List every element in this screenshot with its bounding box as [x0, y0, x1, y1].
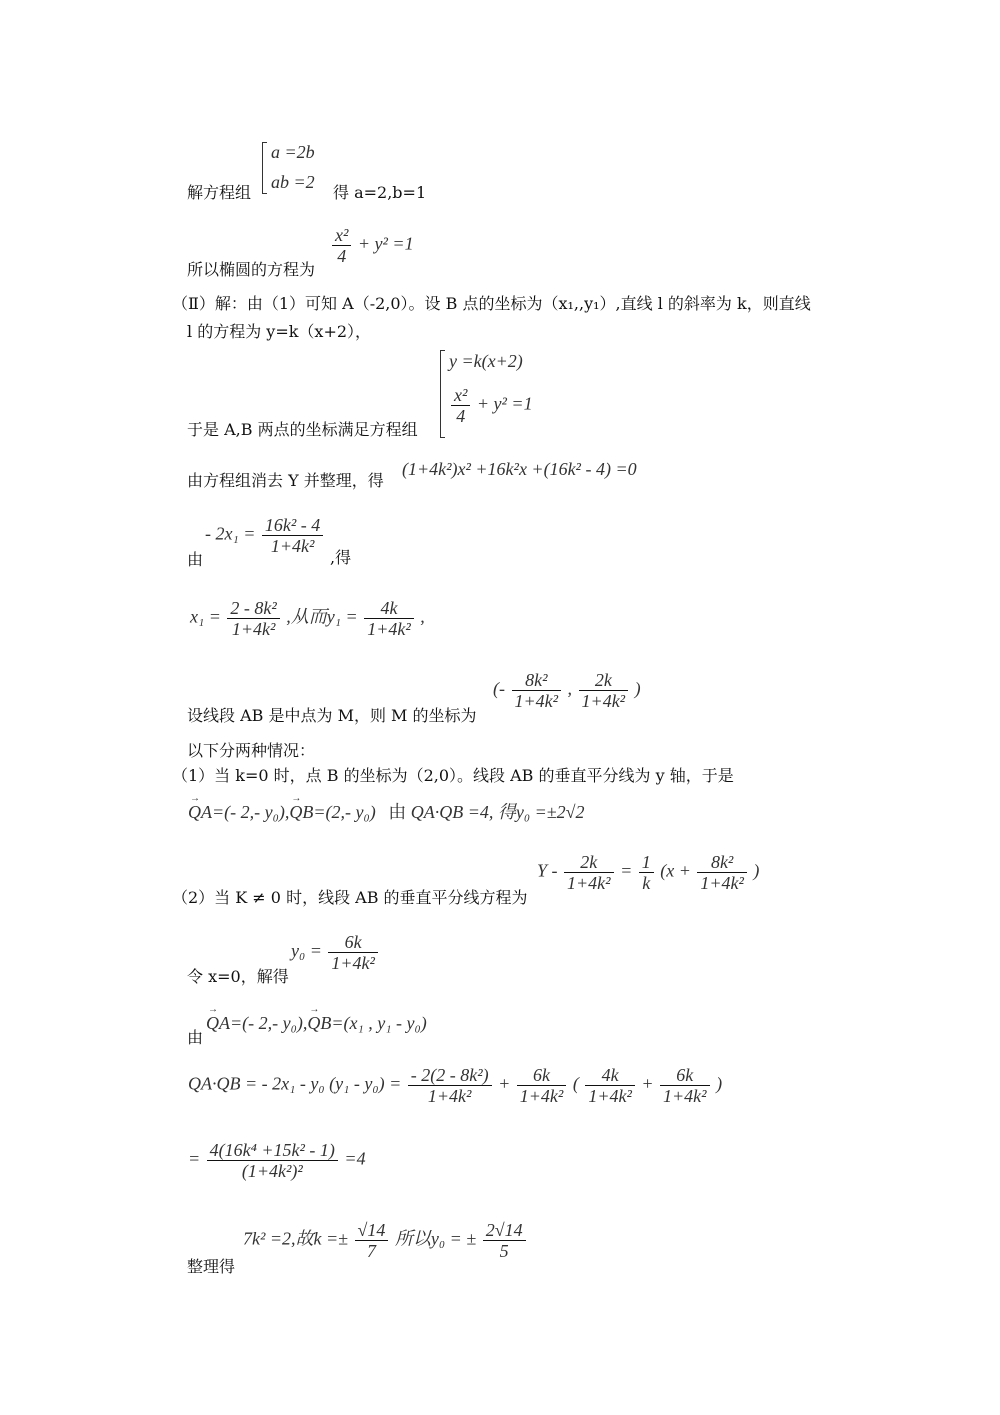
paren-open: ( [572, 1073, 579, 1094]
fraction-denominator: 4 [456, 406, 466, 426]
fraction-numerator: 1 [639, 852, 654, 873]
equation-lhs: QA·QB = - 2x₁ - y₀ (y₁ - y₀) [188, 1073, 385, 1094]
text-suffix: ,得 [330, 548, 352, 567]
midpoint-coordinate [493, 670, 641, 711]
vector-value: =(- 2,- y₀), [212, 802, 290, 822]
equation [449, 385, 533, 426]
fraction-numerator: 6k [517, 1065, 567, 1086]
fraction-denominator: 1+4k² [331, 953, 375, 973]
paragraph-line: （Ⅱ）解：由（1）可知 A（-2,0）。设 B 点的坐标为（x₁,,y₁）,直线 l 的斜率为 k，则直线 [172, 294, 811, 313]
equation-lhs: Y - [537, 860, 558, 881]
text-prefix: 解方程组 [187, 183, 252, 202]
equation-part: 7k² =2,故k =± [243, 1228, 349, 1249]
equation [205, 515, 325, 556]
fraction-numerator: 2k [564, 852, 614, 873]
fraction-numerator: 4k [585, 1065, 635, 1086]
equation-rest: + y² =1 [476, 393, 533, 414]
plus: + [641, 1073, 654, 1094]
vector-qa: → QA [188, 802, 212, 822]
text-by: 由 [388, 802, 407, 822]
fraction-numerator: √14 [355, 1220, 389, 1241]
fraction-denominator: 1+4k² [514, 691, 559, 711]
fraction-denominator: 7 [366, 1241, 376, 1261]
paren-close: ) [753, 860, 760, 881]
fraction-numerator: 4k [364, 598, 414, 619]
equation-lhs: - 2x₁ = [205, 523, 256, 544]
fraction-numerator: 8k² [697, 852, 747, 873]
text-prefix: 所以椭圆的方程为 [187, 260, 316, 279]
equation [291, 932, 380, 973]
paren-open: (- [493, 678, 505, 699]
fraction-numerator: 2k [579, 670, 629, 691]
fraction-denominator: 1+4k² [231, 619, 276, 639]
ellipse-equation [330, 225, 414, 266]
comma: , [567, 678, 573, 699]
fraction-denominator: 1+4k² [567, 873, 611, 893]
fraction-denominator: 1+4k² [270, 536, 315, 556]
equation [537, 852, 759, 893]
fraction-numerator: x² [332, 225, 351, 246]
text-result: 得 a=2,b=1 [333, 183, 427, 202]
equation-lhs: x₁ = [190, 606, 221, 627]
vector-qb: → QB [307, 1013, 331, 1033]
fraction-denominator: 1+4k² [367, 619, 411, 639]
vector-qb: → QB [289, 802, 313, 822]
equation-lhs: y₀ = [291, 940, 322, 961]
vector-value: =(- 2,- y₀), [230, 1013, 308, 1033]
text-prefix: 由 [187, 550, 204, 569]
text-prefix: （2）当 K ≠ 0 时，线段 AB 的垂直平分线方程为 [172, 888, 528, 907]
paragraph-line: 以下分两种情况： [187, 741, 316, 760]
fraction-denominator: (1+4k²)² [241, 1161, 303, 1181]
paren-close: ) [716, 1073, 723, 1094]
fraction-denominator: 1+4k² [519, 1086, 564, 1106]
fraction-numerator: 16k² - 4 [262, 515, 323, 536]
fraction-numerator: 6k [660, 1065, 710, 1086]
fraction-numerator: 2√14 [483, 1220, 526, 1241]
system-brace [262, 142, 267, 194]
equation-mid: ,从而y₁ = [286, 606, 358, 627]
vector-value: =(2,- y₀) [313, 802, 376, 822]
equation [188, 1065, 722, 1106]
text-prefix: 于是 A,B 两点的坐标满足方程组 [187, 420, 418, 439]
fraction-numerator: 4(16k⁴ +15k² - 1) [207, 1140, 338, 1161]
dot-product: QA·QB =4, [410, 802, 494, 822]
text-prefix: 整理得 [187, 1257, 236, 1276]
fraction-denominator: 1+4k² [700, 873, 744, 893]
fraction-numerator: 8k² [512, 670, 562, 691]
fraction-numerator: 6k [328, 932, 378, 953]
equation: (1+4k²)x² +16k²x +(16k² - 4) =0 [402, 459, 637, 479]
equation [188, 1140, 366, 1181]
equation: ab =2 [271, 172, 315, 192]
system-brace [440, 350, 445, 438]
equation-suffix: , [420, 606, 425, 627]
paragraph-line: （1）当 k=0 时，点 B 的坐标为（2,0）。线段 AB 的垂直平分线为 y 轴，于是 [172, 766, 734, 785]
fraction-denominator: 1+4k² [581, 691, 626, 711]
equals: = [389, 1073, 402, 1094]
fraction-numerator: x² [451, 385, 470, 406]
equation [188, 802, 585, 822]
vector-qa: → QA [206, 1013, 230, 1033]
text-prefix: 设线段 AB 是中点为 M，则 M 的坐标为 [187, 706, 477, 725]
equation: y =k(x+2) [449, 351, 523, 371]
vector-value: =(x₁ , y₁ - y₀) [331, 1013, 427, 1033]
fraction-denominator: 1+4k² [663, 1086, 707, 1106]
equals: = [188, 1148, 201, 1169]
equals: = [620, 860, 633, 881]
paren-close: ) [634, 678, 641, 699]
fraction-denominator: 1+4k² [588, 1086, 632, 1106]
paren-open: (x + [660, 860, 691, 881]
result: 得y₀ =±2√2 [497, 802, 585, 822]
fraction-numerator: - 2(2 - 8k²) [408, 1065, 492, 1086]
text-prefix: 由 [187, 1028, 204, 1047]
text-prefix: 由方程组消去 Y 并整理，得 [187, 471, 384, 490]
text-prefix: 令 x=0，解得 [187, 967, 289, 986]
fraction-denominator: 5 [499, 1241, 509, 1261]
paragraph-line: l 的方程为 y=k（x+2）， [187, 322, 372, 341]
equation: a =2b [271, 142, 315, 162]
fraction-numerator: 2 - 8k² [227, 598, 279, 619]
fraction-denominator: k [642, 873, 651, 893]
equation-rest: + y² =1 [357, 233, 414, 254]
equation [190, 598, 425, 639]
equation-rest: =4 [344, 1148, 366, 1169]
equation [243, 1220, 528, 1261]
plus: + [498, 1073, 511, 1094]
fraction-denominator: 4 [337, 246, 347, 266]
equation [206, 1013, 427, 1033]
fraction-denominator: 1+4k² [427, 1086, 472, 1106]
equation-part: 所以y₀ = ± [394, 1228, 477, 1249]
